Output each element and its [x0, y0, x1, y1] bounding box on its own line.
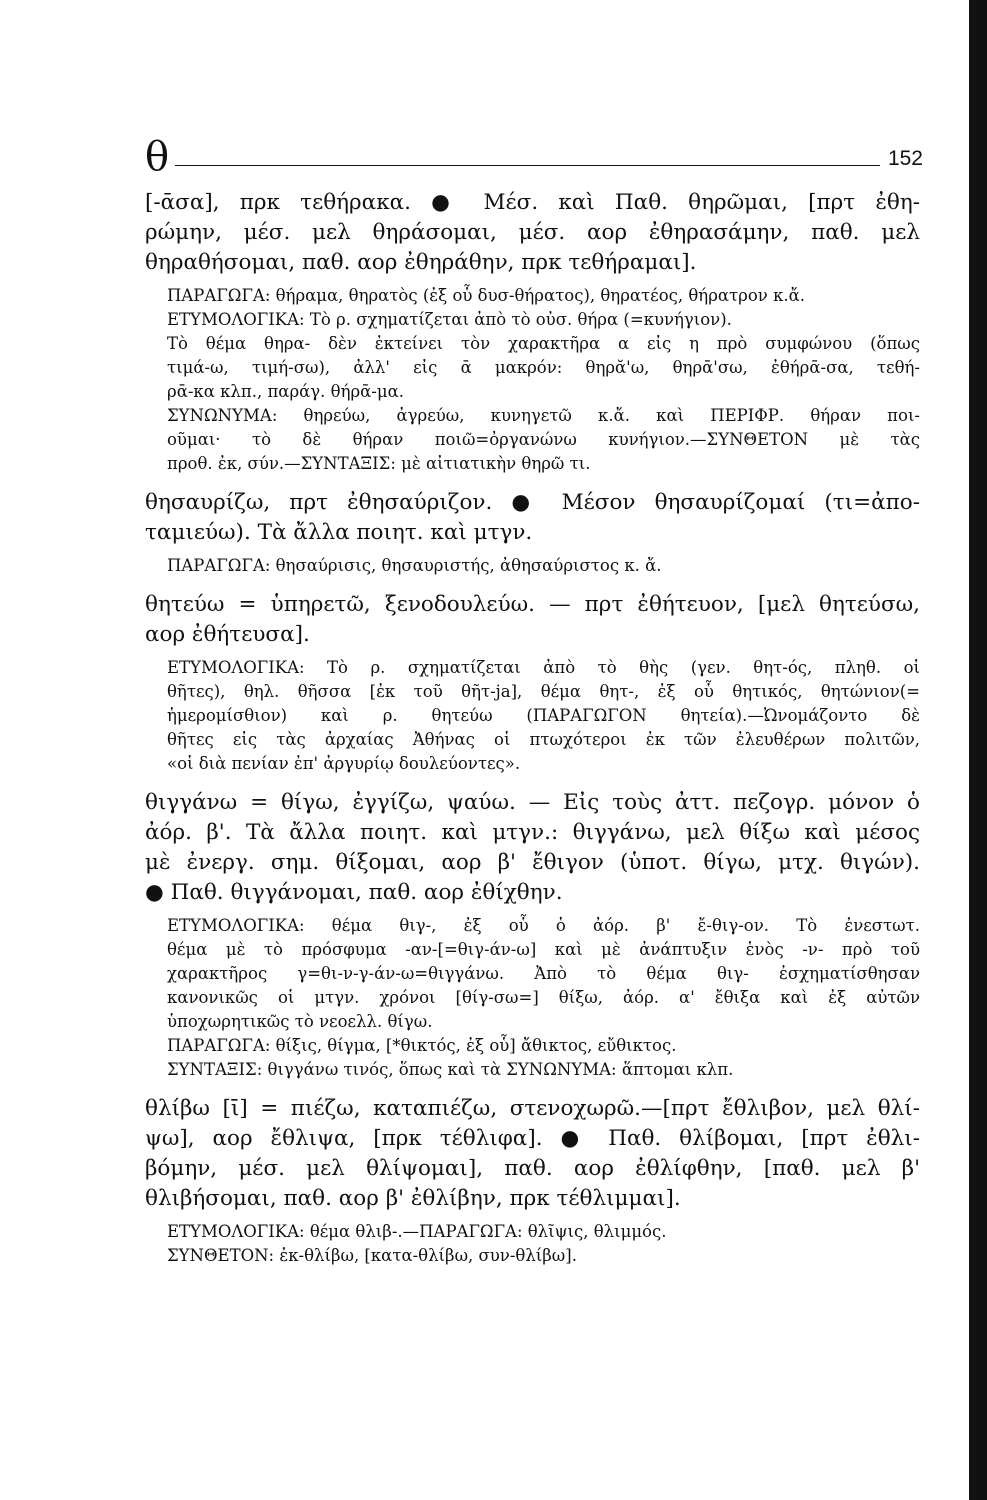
entry-etymology-line: ἡμερομίσθιον) καὶ ρ. θητεύω (ΠΑΡΑΓΩΓΟΝ θητεία).—Ὠνομάζοντο δὲ — [167, 706, 920, 725]
entry-main-line: θλιβήσομαι, παθ. αορ β' ἐθλίβην, πρκ τέθλιμμαι]. — [145, 1186, 681, 1211]
entry-etymology-line: ΕΤΥΜΟΛΟΓΙΚΑ: Τὸ ρ. σχηματίζεται ἀπὸ τὸ οὐσ. θήρα (=κυνήγιον). — [167, 310, 732, 329]
entry-main-line: [-ᾱσα], πρκ τεθήρακα. ● Μέσ. καὶ Παθ. θηρῶμαι, [πρτ ἐθη- — [145, 190, 920, 215]
entry-etymology-line: προθ. ἐκ, σύν.—ΣΥΝΤΑΞΙΣ: μὲ αἰτιατικὴν θηρῶ τι. — [167, 454, 591, 473]
entry-etymology — [145, 554, 920, 578]
entry-etymology-line: ΣΥΝΤΑΞΙΣ: θιγγάνω τινός, ὅπως καὶ τὰ ΣΥΝΩΝΥΜΑ: ἅπτομαι κλπ. — [167, 1060, 734, 1079]
entry-main-line: βόμην, μέσ. μελ θλίψομαι], παθ. αορ ἐθλίφθην, [παθ. μελ β' — [145, 1156, 920, 1181]
entry-main-line: θλίβω [ῑ] = πιέζω, καταπιέζω, στενοχωρῶ.—[πρτ ἔθλιβον, μελ θλί- — [145, 1096, 920, 1121]
entry-main-line: θιγγάνω = θίγω, ἐγγίζω, ψαύω. — Εἰς τοὺς ἀττ. πεζογρ. μόνον ὁ — [145, 790, 920, 815]
entry-etymology-line: ΕΤΥΜΟΛΟΓΙΚΑ: θέμα θλιβ-.—ΠΑΡΑΓΩΓΑ: θλῖψις, θλιμμός. — [167, 1222, 667, 1241]
entry-etymology-line: ΕΤΥΜΟΛΟΓΙΚΑ: Τὸ ρ. σχηματίζεται ἀπὸ τὸ θὴς (γεν. θητ-ός, πληθ. οἱ — [167, 658, 920, 677]
entry-main-line: αορ ἐθήτευσα]. — [145, 622, 310, 647]
entry-main-line: ρώμην, μέσ. μελ θηράσομαι, μέσ. αορ ἐθηρασάμην, παθ. μελ — [145, 220, 920, 245]
entry-etymology — [145, 656, 920, 776]
entry-etymology-line: χαρακτῆρος γ=θι-ν-γ-άν-ω=θιγγάνω. Ἀπὸ τὸ θέμα θιγ- ἐσχηματίσθησαν — [167, 964, 920, 983]
entry-main-line: ταμιεύω). Τὰ ἄλλα ποιητ. καὶ μτγν. — [145, 520, 533, 545]
dictionary-body — [145, 188, 920, 1268]
entry-etymology-line: θῆτες), θηλ. θῆσσα [ἐκ τοῦ θῆτ-ja], θέμα θητ-, ἐξ οὗ θητικός, θητώνιον(= — [167, 682, 920, 701]
entry-etymology-line: ρᾱ-κα κλπ., παράγ. θήρᾱ-μα. — [167, 382, 404, 401]
entry-etymology-line: «οἱ διὰ πενίαν ἐπ' ἀργυρίῳ δουλεύοντες». — [167, 754, 521, 773]
dictionary-entry — [145, 788, 920, 1082]
page-scan-edge — [969, 0, 987, 1500]
dictionary-entry — [145, 590, 920, 776]
dictionary-entry — [145, 488, 920, 578]
entry-etymology-line: ὑποχωρητικῶς τὸ νεοελλ. θίγω. — [167, 1012, 433, 1031]
section-letter: θ — [145, 134, 170, 180]
entry-etymology-line: ΣΥΝΩΝΥΜΑ: θηρεύω, ἀγρεύω, κυνηγετῶ κ.ἄ. καὶ ΠΕΡΙΦΡ. θήραν ποι- — [167, 406, 920, 425]
entry-etymology — [145, 1220, 920, 1268]
entry-etymology — [145, 914, 920, 1082]
entry-etymology-line: κανονικῶς οἱ μτγν. χρόνοι [θίγ-σω=] θίξω, ἀόρ. α' ἔθιξα καὶ ἐξ αὐτῶν — [167, 988, 920, 1007]
entry-etymology-line: τιμά-ω, τιμή-σω), ἀλλ' εἰς ᾱ μακρόν: θηρᾰ'ω, θηρᾱ'σω, ἐθήρᾱ-σα, τεθή- — [167, 358, 920, 377]
entry-etymology-line: ΣΥΝΘΕΤΟΝ: ἐκ-θλίβω, [κατα-θλίβω, συν-θλίβω]. — [167, 1246, 577, 1265]
entry-main-line: ψω], αορ ἔθλιψα, [πρκ τέθλιφα]. ● Παθ. θλίβομαι, [πρτ ἐθλι- — [145, 1126, 920, 1151]
entry-main-line: ● Παθ. θιγγάνομαι, παθ. αορ ἐθίχθην. — [145, 880, 563, 905]
dictionary-entry — [145, 1094, 920, 1268]
entry-etymology-line: οῦμαι· τὸ δὲ θήραν ποιῶ=ὀργανώνω κυνήγιον.—ΣΥΝΘΕΤΟΝ μὲ τὰς — [167, 430, 920, 449]
entry-main-line: θητεύω = ὑπηρετῶ, ξενοδουλεύω. — πρτ ἐθήτευον, [μελ θητεύσω, — [145, 592, 920, 617]
entry-etymology-line: Τὸ θέμα θηρα- δὲν ἐκτείνει τὸν χαρακτῆρα α εἰς η πρὸ συμφώνου (ὅπως — [167, 334, 920, 353]
header-rule — [175, 165, 880, 166]
entry-etymology — [145, 284, 920, 476]
page-header — [145, 132, 925, 182]
entry-main-line: ἀόρ. β'. Τὰ ἄλλα ποιητ. καὶ μτγν.: θιγγάνω, μελ θίξω καὶ μέσος — [145, 820, 920, 845]
entry-main-line: θηραθήσομαι, παθ. αορ ἐθηράθην, πρκ τεθήραμαι]. — [145, 250, 697, 275]
entry-main-line: θησαυρίζω, πρτ ἐθησαύριζον. ● Μέσον θησαυρίζομαί (τι=ἀπο- — [145, 490, 920, 515]
dictionary-entry — [145, 188, 920, 476]
entry-main-line: μὲ ἐνεργ. σημ. θίξομαι, αορ β' ἔθιγον (ὑποτ. θίγω, μτχ. θιγών). — [145, 850, 920, 875]
entry-etymology-line: ΠΑΡΑΓΩΓΑ: θήραμα, θηρατὸς (ἐξ οὗ δυσ-θήρατος), θηρατέος, θήρατρον κ.ἄ. — [167, 286, 806, 305]
entry-etymology-line: ΕΤΥΜΟΛΟΓΙΚΑ: θέμα θιγ-, ἐξ οὗ ὁ ἀόρ. β' ἔ-θιγ-ον. Τὸ ἐνεστωτ. — [167, 916, 920, 935]
page-number: 152 — [887, 147, 923, 170]
entry-etymology-line: θέμα μὲ τὸ πρόσφυμα -αν-[=θιγ-άν-ω] καὶ μὲ ἀνάπτυξιν ἑνὸς -ν- πρὸ τοῦ — [167, 940, 920, 959]
entry-etymology-line: ΠΑΡΑΓΩΓΑ: θίξις, θίγμα, [*θικτός, ἐξ οὗ] ἄθικτος, εὔθικτος. — [167, 1036, 677, 1055]
entry-etymology-line: ΠΑΡΑΓΩΓΑ: θησαύρισις, θησαυριστής, ἀθησαύριστος κ. ἄ. — [167, 556, 662, 575]
entry-etymology-line: θῆτες εἰς τὰς ἀρχαίας Ἀθήνας οἱ πτωχότεροι ἐκ τῶν ἐλευθέρων πολιτῶν, — [167, 730, 920, 749]
